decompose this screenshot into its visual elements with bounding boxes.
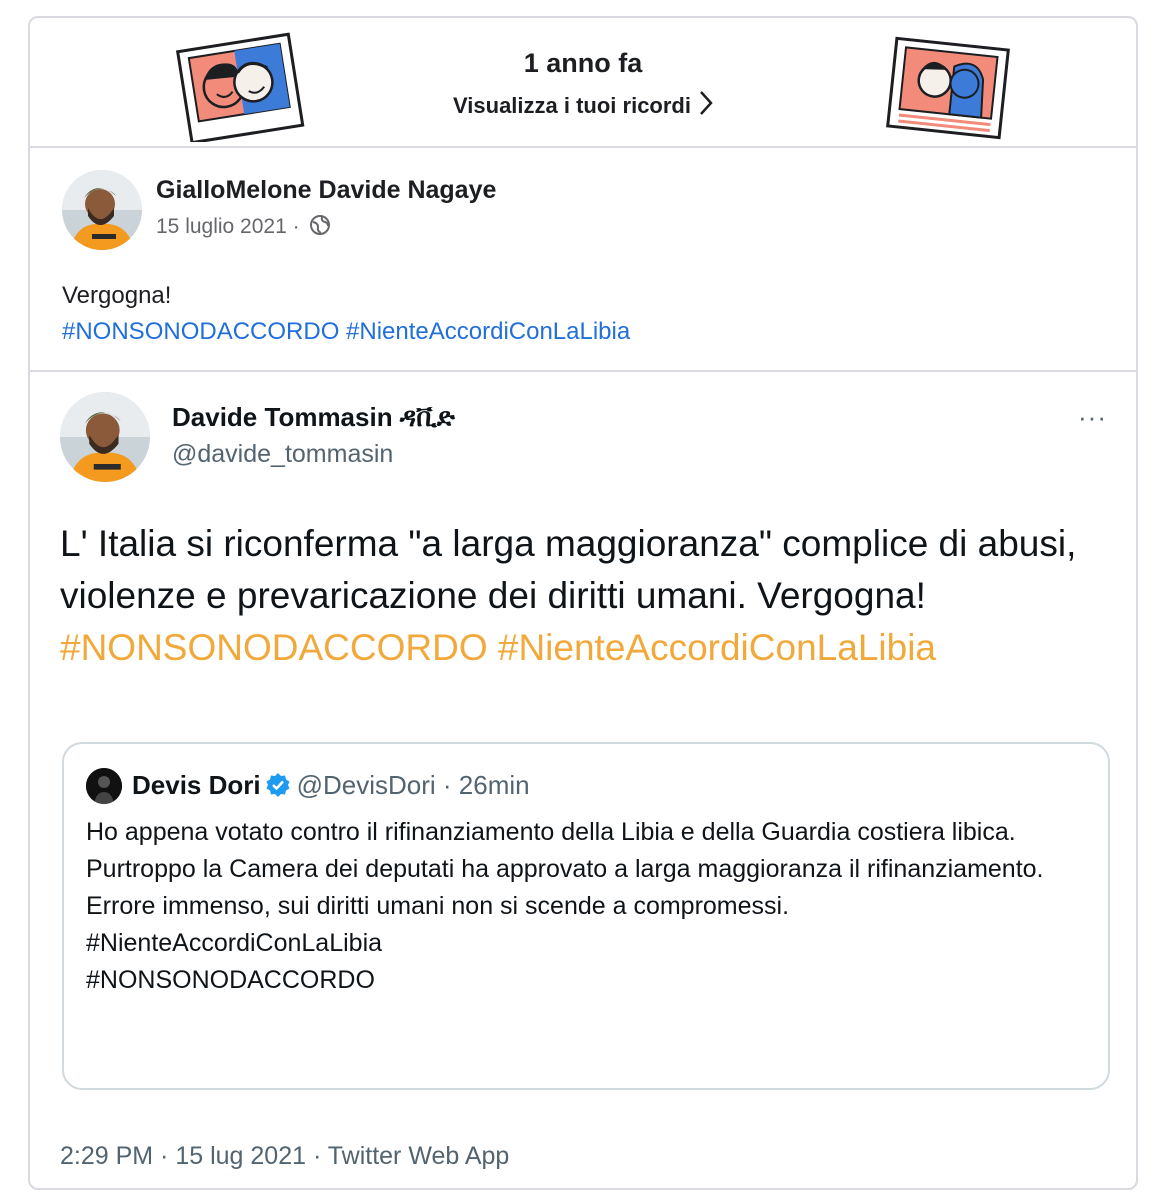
quoted-tweet-header — [132, 770, 530, 801]
fb-post-meta — [156, 214, 331, 239]
tweet-author-avatar[interactable] — [60, 392, 150, 482]
embedded-tweet — [30, 372, 1136, 1190]
fb-author-name[interactable]: GialloMelone Davide Nagaye — [156, 176, 497, 204]
facebook-post — [30, 148, 1136, 372]
chevron-right-icon — [699, 90, 713, 116]
tweet-body: L' Italia si riconferma "a larga maggioranza" complice di abusi, violenze e prevaricazione dei diritti umani. Vergogna! — [60, 523, 1077, 616]
tweet-footer[interactable]: 2:29 PM · 15 lug 2021 · Twitter Web App — [60, 1142, 510, 1170]
tweet-text — [60, 518, 1100, 674]
verified-icon — [265, 772, 291, 798]
quoted-tweet[interactable] — [62, 742, 1110, 1090]
globe-icon — [309, 214, 331, 236]
memory-card — [28, 16, 1138, 1190]
memories-title: 1 anno fa — [523, 48, 643, 78]
memories-header[interactable] — [30, 18, 1136, 148]
fb-post-body: Vergogna! — [62, 282, 172, 309]
fb-post-text — [62, 278, 630, 350]
fb-post-date[interactable]: 15 luglio 2021 · — [156, 215, 300, 238]
fb-author-avatar[interactable] — [62, 170, 142, 250]
quoted-tweet-body: Ho appena votato contro il rifinanziamento della Libia e della Guardia costiera libica. Purtroppo la Camera dei deputati ha approvato a larga maggioranza il rifinanziamento. Errore immenso, sui diritti umani non si scende a compromessi. #NienteAccordiConLaLibia #NONSONODACCORDO — [86, 818, 1044, 994]
quoted-handle-time[interactable]: @DevisDori · 26min — [296, 770, 530, 800]
quoted-author-avatar[interactable] — [86, 768, 122, 804]
tweet-hashtags[interactable]: #NONSONODACCORDO #NienteAccordiConLaLibia — [60, 627, 936, 668]
friends-illustration-right-icon — [886, 36, 1010, 140]
fb-post-hashtags[interactable]: #NONSONODACCORDO #NienteAccordiConLaLibia — [62, 318, 631, 345]
tweet-author-name[interactable]: Davide Tommasin ዳቪድ — [172, 402, 455, 432]
tweet-author-handle[interactable]: @davide_tommasin — [172, 440, 394, 468]
quoted-author-name[interactable]: Devis Dori — [132, 770, 261, 800]
more-icon[interactable]: ··· — [1078, 402, 1107, 432]
view-memories-label: Visualizza i tuoi ricordi — [453, 93, 691, 118]
